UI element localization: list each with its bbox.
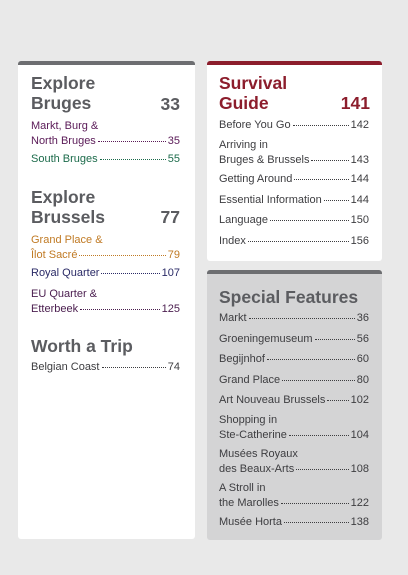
toc-entry-page: 36 xyxy=(356,312,369,324)
toc-entry-eu-quarter-etterbeek[interactable] xyxy=(31,287,180,317)
leader-dots xyxy=(101,273,159,274)
toc-entry-south-bruges[interactable] xyxy=(31,152,180,167)
toc-entry-page: 35 xyxy=(167,135,180,147)
toc-entry-page: 125 xyxy=(161,303,180,315)
toc-entry-line1: A Stroll in xyxy=(219,482,266,494)
leader-dots xyxy=(281,503,349,504)
toc-entry-line2: Bruges & Brussels xyxy=(219,154,310,166)
toc-entry-line2: North Bruges xyxy=(31,135,96,147)
toc-entry-page: 80 xyxy=(356,374,369,386)
toc-entry-line2: the Marolles xyxy=(219,497,279,509)
toc-entry-arriving[interactable] xyxy=(219,138,369,168)
explore-bruges-heading xyxy=(31,73,95,113)
toc-entry-line2: Ste-Catherine xyxy=(219,429,287,441)
toc-entry-shopping-ste-catherine[interactable] xyxy=(219,413,369,443)
toc-entry-page: 144 xyxy=(350,173,369,185)
leader-dots xyxy=(327,400,348,401)
leader-dots xyxy=(293,125,349,126)
toc-entry-line1: Shopping in xyxy=(219,414,278,426)
leader-dots xyxy=(80,309,160,310)
toc-entry-line1: Grand Place xyxy=(219,374,281,386)
explore-brussels-page[interactable]: 77 xyxy=(160,207,180,227)
toc-entry-line1: Markt, Burg & xyxy=(31,120,99,132)
toc-entry-art-nouveau-brussels[interactable] xyxy=(219,393,369,408)
leader-dots xyxy=(79,255,165,256)
toc-entry-markt[interactable] xyxy=(219,311,369,326)
explore-brussels-title-line2: Brussels xyxy=(31,207,105,227)
toc-entry-line1: Essential Information xyxy=(219,194,322,206)
toc-entry-page: 102 xyxy=(350,394,369,406)
toc-entry-line1: Begijnhof xyxy=(219,353,265,365)
toc-entry-line1: South Bruges xyxy=(31,153,98,165)
leader-dots xyxy=(294,179,348,180)
explore-bruges-title-line2: Bruges xyxy=(31,93,92,113)
toc-entry-line1: Grand Place & xyxy=(31,234,103,246)
explore-brussels-heading xyxy=(31,187,105,227)
toc-entry-begijnhof[interactable] xyxy=(219,352,369,367)
toc-entry-line1: EU Quarter & xyxy=(31,288,98,300)
leader-dots xyxy=(284,522,349,523)
toc-entry-line1: Before You Go xyxy=(219,119,291,131)
toc-entry-line2: Etterbeek xyxy=(31,303,79,315)
toc-entry-line1: Art Nouveau Brussels xyxy=(219,394,326,406)
toc-entry-page: 144 xyxy=(350,194,369,206)
leader-dots xyxy=(315,339,355,340)
leader-dots xyxy=(249,318,355,319)
toc-entry-groeningemuseum[interactable] xyxy=(219,332,369,347)
toc-entry-essential-information[interactable] xyxy=(219,193,369,208)
leader-dots xyxy=(100,159,166,160)
leader-dots xyxy=(296,469,348,470)
leader-dots xyxy=(311,160,348,161)
toc-entry-line1: Groeningemuseum xyxy=(219,333,313,345)
explore-bruges-page[interactable]: 33 xyxy=(160,94,180,114)
leader-dots xyxy=(267,359,355,360)
toc-entry-line1: Markt xyxy=(219,312,247,324)
leader-dots xyxy=(102,367,166,368)
toc-entry-line2: des Beaux-Arts xyxy=(219,463,295,475)
toc-entry-line1: Arriving in xyxy=(219,139,268,151)
toc-entry-page: 143 xyxy=(350,154,369,166)
toc-entry-page: 104 xyxy=(350,429,369,441)
toc-entry-page: 156 xyxy=(350,235,369,247)
explore-brussels-title-line1: Explore xyxy=(31,187,96,207)
toc-entry-grand-place-ilot-sacre[interactable] xyxy=(31,233,180,263)
toc-entry-page: 108 xyxy=(350,463,369,475)
toc-entry-page: 56 xyxy=(356,333,369,345)
special-features-heading: Special Features xyxy=(219,287,359,307)
leader-dots xyxy=(324,200,349,201)
toc-entry-page: 107 xyxy=(161,267,180,279)
leader-dots xyxy=(289,435,349,436)
leader-dots xyxy=(98,141,166,142)
toc-entry-line1: Getting Around xyxy=(219,173,293,185)
explore-bruges-title-line1: Explore xyxy=(31,73,96,93)
toc-entry-grand-place[interactable] xyxy=(219,373,369,388)
survival-guide-heading xyxy=(219,73,287,113)
toc-entry-page: 74 xyxy=(167,361,180,373)
toc-entry-line1: Musée Horta xyxy=(219,516,282,528)
toc-entry-page: 142 xyxy=(350,119,369,131)
leader-dots xyxy=(282,380,355,381)
survival-guide-page[interactable]: 141 xyxy=(340,93,370,113)
toc-entry-stroll-marolles[interactable] xyxy=(219,481,369,511)
toc-entry-line1: Language xyxy=(219,214,268,226)
toc-entry-markt-burg-north-bruges[interactable] xyxy=(31,119,180,149)
toc-entry-royal-quarter[interactable] xyxy=(31,266,180,281)
toc-entry-page: 60 xyxy=(356,353,369,365)
survival-title-line2: Guide xyxy=(219,93,269,113)
toc-entry-page: 150 xyxy=(350,214,369,226)
toc-entry-index[interactable] xyxy=(219,234,369,249)
toc-entry-page: 122 xyxy=(350,497,369,509)
toc-entry-line1: Royal Quarter xyxy=(31,267,100,279)
toc-entry-musees-royaux[interactable] xyxy=(219,447,369,477)
toc-entry-before-you-go[interactable] xyxy=(219,118,369,133)
toc-entry-line1: Belgian Coast xyxy=(31,361,100,373)
toc-entry-page: 138 xyxy=(350,516,369,528)
survival-title-line1: Survival xyxy=(219,73,288,93)
toc-entry-line2: Îlot Sacré xyxy=(31,249,78,261)
leader-dots xyxy=(248,241,349,242)
toc-entry-line1: Musées Royaux xyxy=(219,448,298,460)
leader-dots xyxy=(270,220,349,221)
toc-entry-page: 79 xyxy=(167,249,180,261)
toc-entry-getting-around[interactable] xyxy=(219,172,369,187)
toc-entry-line1: Index xyxy=(219,235,246,247)
toc-entry-musee-horta[interactable] xyxy=(219,515,369,530)
toc-entry-belgian-coast[interactable] xyxy=(31,360,180,375)
toc-entry-page: 55 xyxy=(167,153,180,165)
worth-a-trip-heading: Worth a Trip xyxy=(31,336,133,356)
toc-entry-language[interactable] xyxy=(219,213,369,228)
